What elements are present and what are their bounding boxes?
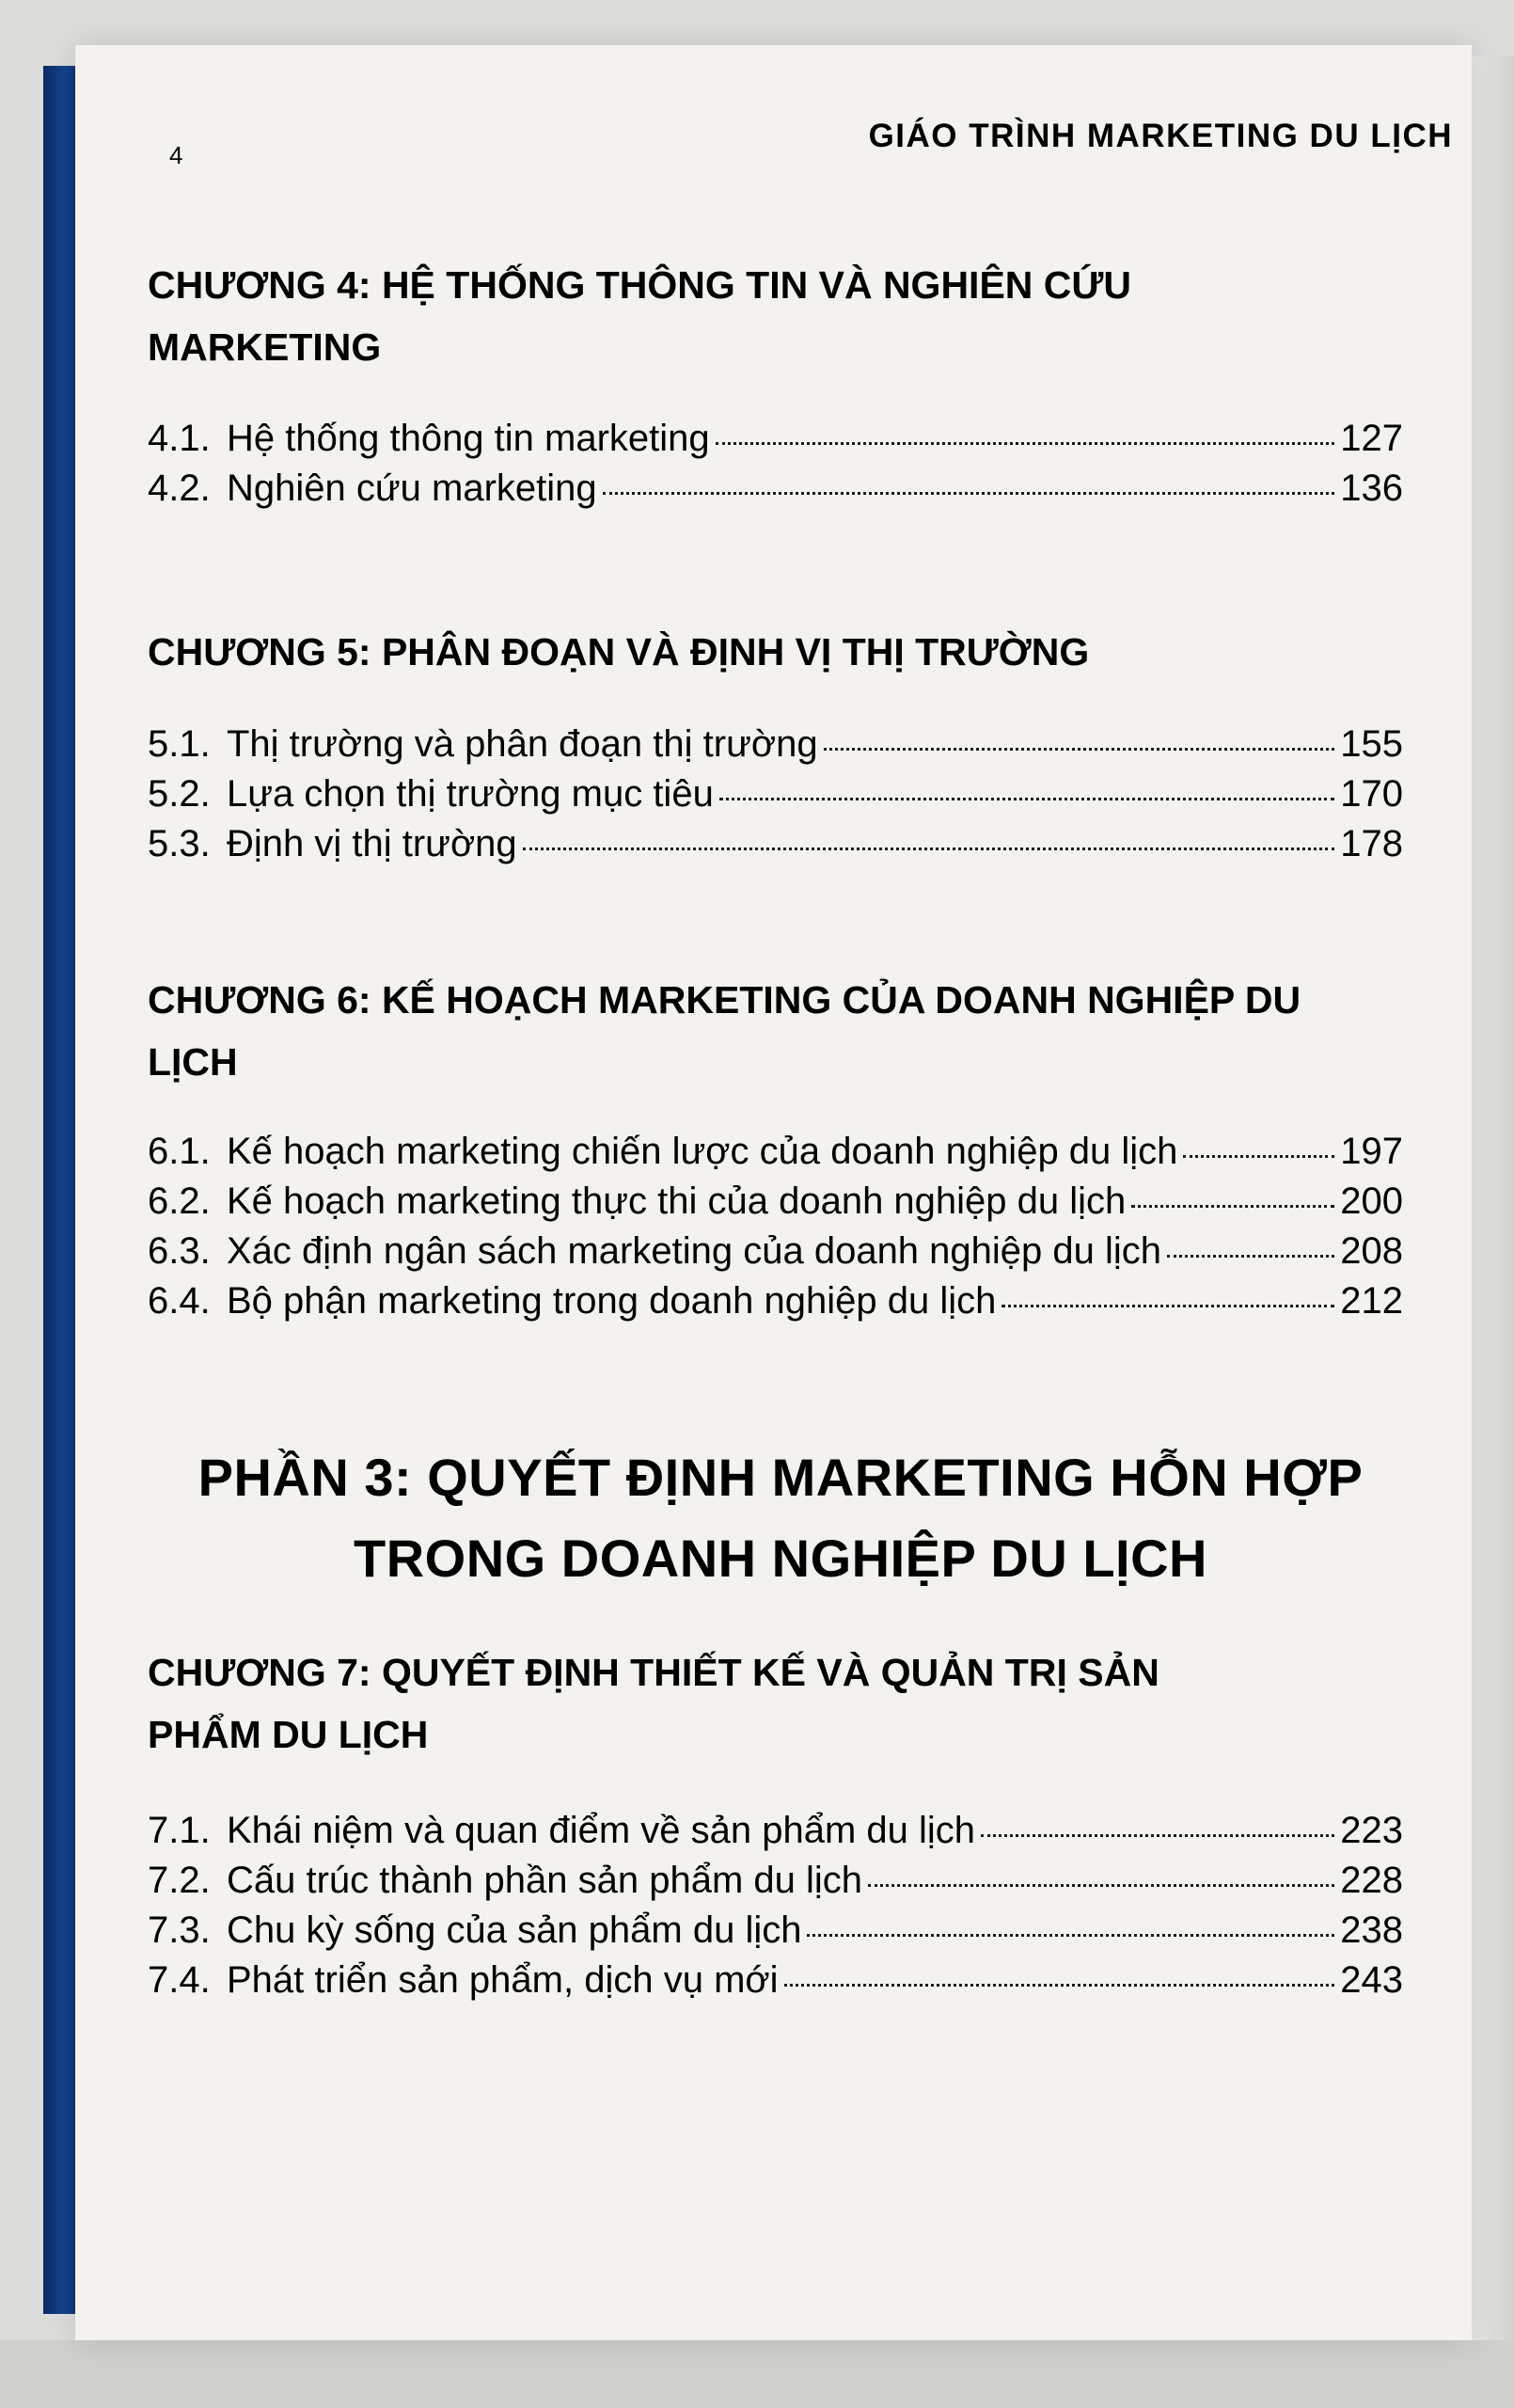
toc-entry[interactable] xyxy=(148,1856,1403,1906)
toc-entry-number: 7.3. xyxy=(148,1909,211,1951)
table-surface xyxy=(0,2340,1514,2408)
chapter-7-toc xyxy=(148,1806,1403,2005)
toc-entry-page: 200 xyxy=(1340,1180,1403,1222)
toc-entry-page: 228 xyxy=(1340,1860,1403,1901)
toc-entry-title: Nghiên cứu marketing xyxy=(227,467,597,509)
chapter-4-title: CHƯƠNG 4: HỆ THỐNG THÔNG TIN VÀ NGHIÊN CỨU MARKETING xyxy=(148,263,1132,369)
toc-entry-page: 212 xyxy=(1340,1280,1403,1322)
book-spine xyxy=(43,66,79,2314)
part-3-title-line-1: PHẦN 3: QUYẾT ĐỊNH MARKETING HỖN HỢP xyxy=(197,1448,1364,1507)
toc-entry-page: 197 xyxy=(1340,1131,1403,1172)
chapter-7-title: CHƯƠNG 7: QUYẾT ĐỊNH THIẾT KẾ VÀ QUẢN TRỊ SẢN PHẨM DU LỊCH xyxy=(148,1651,1159,1756)
toc-entry[interactable] xyxy=(148,464,1403,514)
toc-entry-page: 243 xyxy=(1340,1959,1403,2001)
part-3-title-line-2: TRONG DOANH NGHIỆP DU LỊCH xyxy=(354,1529,1207,1588)
dot-leader xyxy=(784,1984,1335,1987)
toc-entry[interactable] xyxy=(148,1956,1403,2005)
toc-entry[interactable] xyxy=(148,819,1403,869)
toc-entry-number: 6.3. xyxy=(148,1230,211,1272)
toc-entry-page: 136 xyxy=(1340,467,1403,509)
dot-leader xyxy=(824,748,1335,751)
toc-entry[interactable] xyxy=(148,720,1403,769)
toc-entry[interactable] xyxy=(148,1276,1403,1326)
toc-entry-number: 5.3. xyxy=(148,823,211,864)
page-number: 4 xyxy=(169,141,183,169)
toc-entry-number: 6.2. xyxy=(148,1180,211,1222)
chapter-6-toc xyxy=(148,1127,1403,1326)
toc-entry-title: Thị trường và phân đoạn thị trường xyxy=(227,723,818,765)
toc-entry-title: Lựa chọn thị trường mục tiêu xyxy=(227,773,714,815)
running-header: GIÁO TRÌNH MARKETING DU LỊCH xyxy=(868,118,1453,154)
chapter-5-title: CHƯƠNG 5: PHÂN ĐOẠN VÀ ĐỊNH VỊ THỊ TRƯỜNG xyxy=(148,630,1090,673)
dot-leader xyxy=(1183,1155,1334,1158)
toc-entry[interactable] xyxy=(148,1227,1403,1276)
dot-leader xyxy=(868,1884,1334,1887)
toc-entry-page: 155 xyxy=(1340,723,1403,765)
toc-entry-number: 7.2. xyxy=(148,1860,211,1901)
toc-entry-number: 4.1. xyxy=(148,418,211,459)
toc-entry-page: 178 xyxy=(1340,823,1403,864)
toc-entry-title: Khái niệm và quan điểm về sản phẩm du lịch xyxy=(227,1810,976,1851)
toc-entry-number: 4.2. xyxy=(148,467,211,509)
toc-entry-title: Xác định ngân sách marketing của doanh nghiệp du lịch xyxy=(227,1230,1162,1272)
dot-leader xyxy=(716,442,1335,445)
dot-leader xyxy=(981,1834,1334,1837)
toc-entry[interactable] xyxy=(148,414,1403,464)
toc-entry[interactable] xyxy=(148,1177,1403,1227)
toc-entry-page: 223 xyxy=(1340,1810,1403,1851)
toc-entry-number: 5.2. xyxy=(148,773,211,815)
toc-entry-title: Kế hoạch marketing chiến lược của doanh nghiệp du lịch xyxy=(227,1131,1178,1172)
toc-entry-number: 7.4. xyxy=(148,1959,211,2001)
toc-entry-page: 238 xyxy=(1340,1909,1403,1951)
page-edge xyxy=(1472,56,1514,2352)
toc-entry-page: 170 xyxy=(1340,773,1403,815)
toc-entry-number: 6.4. xyxy=(148,1280,211,1322)
toc-entry-number: 6.1. xyxy=(148,1131,211,1172)
toc-entry-number: 7.1. xyxy=(148,1810,211,1851)
dot-leader xyxy=(603,492,1335,495)
chapter-4-toc xyxy=(148,414,1403,514)
toc-entry-title: Định vị thị trường xyxy=(227,823,517,864)
toc-entry-title: Bộ phận marketing trong doanh nghiệp du lịch xyxy=(227,1280,997,1322)
chapter-5-toc xyxy=(148,720,1403,869)
dot-leader xyxy=(807,1934,1334,1937)
part-3-title xyxy=(141,1437,1420,1599)
toc-entry[interactable] xyxy=(148,769,1403,819)
dot-leader xyxy=(1167,1255,1334,1258)
dot-leader xyxy=(1001,1305,1334,1307)
dot-leader xyxy=(523,848,1335,850)
dot-leader xyxy=(719,798,1334,800)
toc-entry-number: 5.1. xyxy=(148,723,211,765)
dot-leader xyxy=(1131,1205,1334,1208)
toc-entry-title: Kế hoạch marketing thực thi của doanh nghiệp du lịch xyxy=(227,1180,1127,1222)
toc-entry-title: Hệ thống thông tin marketing xyxy=(227,418,710,459)
chapter-6-title: CHƯƠNG 6: KẾ HOẠCH MARKETING CỦA DOANH NGHIỆP DU LỊCH xyxy=(148,978,1301,1084)
toc-entry-page: 127 xyxy=(1340,418,1403,459)
toc-entry[interactable] xyxy=(148,1906,1403,1956)
toc-entry-title: Chu kỳ sống của sản phẩm du lịch xyxy=(227,1909,802,1951)
toc-entry-title: Cấu trúc thành phần sản phẩm du lịch xyxy=(227,1860,862,1901)
toc-entry[interactable] xyxy=(148,1127,1403,1177)
toc-entry-page: 208 xyxy=(1340,1230,1403,1272)
toc-entry[interactable] xyxy=(148,1806,1403,1856)
toc-entry-title: Phát triển sản phẩm, dịch vụ mới xyxy=(227,1959,779,2001)
